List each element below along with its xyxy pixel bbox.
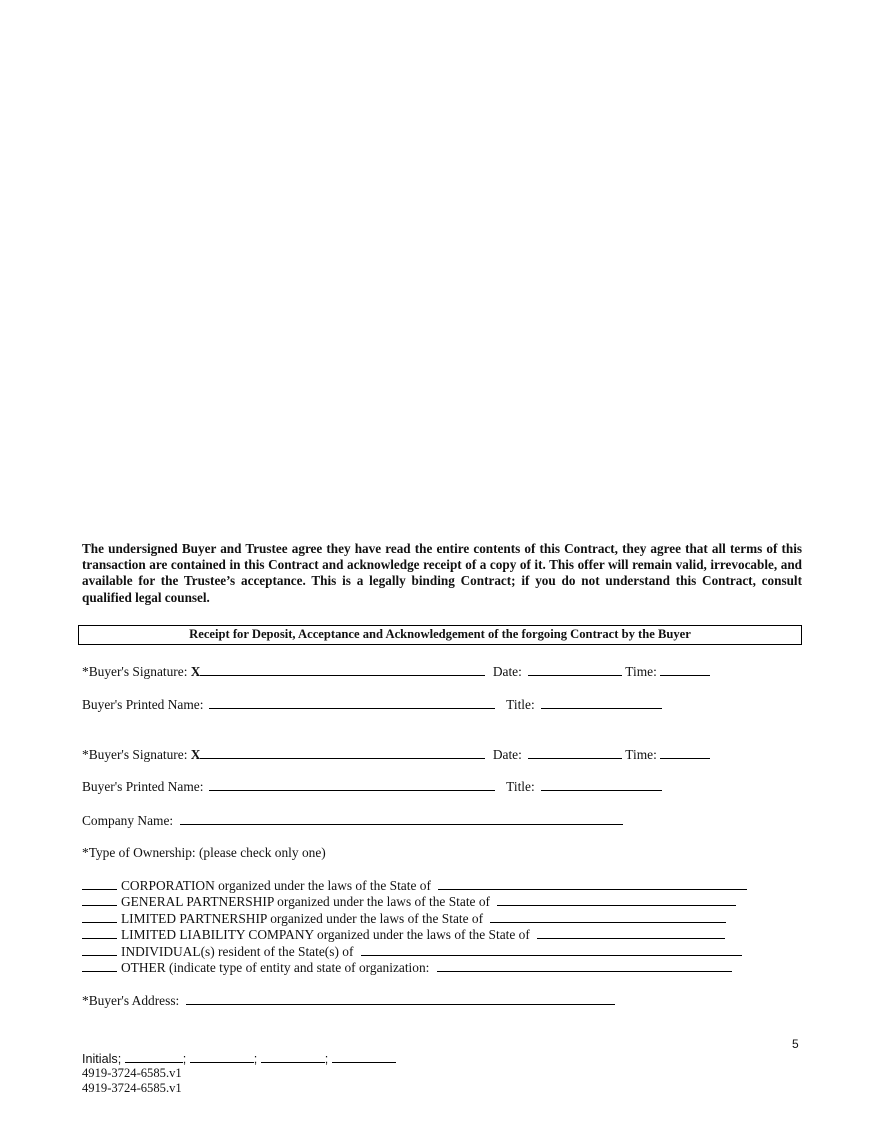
state-field[interactable]	[537, 926, 725, 939]
title-label: Title:	[506, 697, 535, 712]
ownership-option-label: OTHER (indicate type of entity and state of organization:	[121, 960, 430, 975]
signature-field[interactable]	[200, 663, 485, 676]
date-label: Date:	[492, 664, 522, 679]
checkbox-blank[interactable]	[82, 943, 117, 956]
ownership-option-general-partnership	[82, 893, 736, 910]
initials-field-3[interactable]	[261, 1050, 325, 1063]
date-field[interactable]	[528, 663, 622, 676]
ownership-option-label: INDIVIDUAL(s) resident of the State(s) of	[121, 944, 354, 959]
ownership-option-other	[82, 959, 732, 976]
checkbox-blank[interactable]	[82, 893, 117, 906]
title-field[interactable]	[541, 778, 662, 791]
state-field[interactable]	[361, 943, 742, 956]
initials-separator: ;	[182, 1052, 187, 1066]
printed-name-field[interactable]	[209, 778, 495, 791]
initials-field-1[interactable]	[125, 1050, 183, 1063]
title-label: Title:	[506, 779, 535, 794]
checkbox-blank[interactable]	[82, 910, 117, 923]
signature-field[interactable]	[200, 746, 485, 759]
address-row	[82, 992, 615, 1009]
initials-separator: ;	[253, 1052, 258, 1066]
printed-name-field[interactable]	[209, 696, 495, 709]
signature-label: *Buyer's Signature:	[82, 664, 188, 679]
time-field[interactable]	[660, 746, 710, 759]
state-field[interactable]	[490, 910, 726, 923]
state-field[interactable]	[497, 893, 736, 906]
printed-name-label: Buyer's Printed Name:	[82, 697, 204, 712]
signature-mark: X	[190, 747, 201, 762]
date-field[interactable]	[528, 746, 622, 759]
doc-id-1: 4919-3724-6585.v1	[82, 1066, 182, 1080]
ownership-option-label: CORPORATION organized under the laws of the State of	[121, 878, 431, 893]
signature-row-2	[82, 746, 710, 763]
ownership-option-individual	[82, 943, 742, 960]
ownership-option-label: GENERAL PARTNERSHIP organized under the laws of the State of	[121, 894, 490, 909]
page-number: 5	[792, 1037, 799, 1051]
printed-name-label: Buyer's Printed Name:	[82, 779, 204, 794]
company-name-field[interactable]	[180, 812, 623, 825]
initials-label: Initials;	[82, 1052, 122, 1066]
initials-field-4[interactable]	[332, 1050, 396, 1063]
printed-name-row-1	[82, 696, 662, 713]
receipt-heading: Receipt for Deposit, Acceptance and Acknowledgement of the forgoing Contract by the Buyer	[189, 627, 691, 641]
ownership-option-label: LIMITED LIABILITY COMPANY organized under the laws of the State of	[121, 927, 530, 942]
ownership-option-limited-partnership	[82, 910, 726, 927]
title-field[interactable]	[541, 696, 662, 709]
other-field[interactable]	[437, 959, 732, 972]
ownership-option-label: LIMITED PARTNERSHIP organized under the laws of the State of	[121, 911, 484, 926]
initials-field-2[interactable]	[190, 1050, 254, 1063]
signature-mark: X	[190, 664, 201, 679]
signature-label: *Buyer's Signature:	[82, 747, 188, 762]
time-label: Time:	[625, 664, 657, 679]
time-label: Time:	[625, 747, 657, 762]
ownership-option-corporation	[82, 877, 747, 894]
checkbox-blank[interactable]	[82, 926, 117, 939]
company-row	[82, 812, 623, 829]
date-label: Date:	[492, 747, 522, 762]
receipt-heading-box	[78, 625, 802, 645]
ownership-heading: *Type of Ownership: (please check only one)	[82, 845, 326, 860]
address-label: *Buyer's Address:	[82, 993, 180, 1008]
ownership-option-llc	[82, 926, 725, 943]
address-field[interactable]	[186, 992, 615, 1005]
time-field[interactable]	[660, 663, 710, 676]
signature-row-1	[82, 663, 710, 680]
state-field[interactable]	[438, 877, 747, 890]
initials-separator: ;	[324, 1052, 329, 1066]
doc-id-2: 4919-3724-6585.v1	[82, 1081, 182, 1095]
printed-name-row-2	[82, 778, 662, 795]
checkbox-blank[interactable]	[82, 877, 117, 890]
intro-paragraph: The undersigned Buyer and Trustee agree they have read the entire contents of this Contract, they agree that all terms of this transaction are contained in this Contract and acknowledge receipt of a copy of it. This offer will remain valid, irrevocable, and available for the Trustee’s acceptance. This is a legally binding Contract; if you do not understand this Contract, consult qualified legal counsel.	[82, 541, 802, 605]
checkbox-blank[interactable]	[82, 959, 117, 972]
company-name-label: Company Name:	[82, 813, 174, 828]
